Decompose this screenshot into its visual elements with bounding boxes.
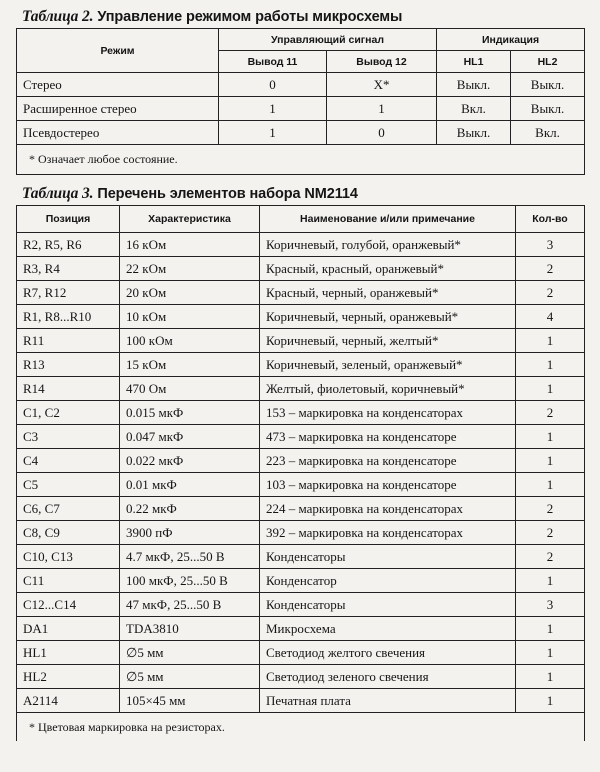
table2-cell-pin11: 0: [219, 73, 327, 97]
table3-cell-qty: 1: [516, 353, 585, 377]
table3-cell-qty: 1: [516, 617, 585, 641]
table3-cell-qty: 1: [516, 665, 585, 689]
table3-cell-position: A2114: [17, 689, 120, 713]
table3-cell-position: C11: [17, 569, 120, 593]
table3-header-row: [17, 206, 585, 233]
table2-cell-mode: Расширенное стерео: [17, 97, 219, 121]
table3-cell-name: 473 – маркировка на конденсаторе: [260, 425, 516, 449]
table3-cell-characteristic: 100 мкФ, 25...50 В: [120, 569, 260, 593]
table3-cell-qty: 2: [516, 281, 585, 305]
table3-cell-characteristic: 0.047 мкФ: [120, 425, 260, 449]
table2-header-hl2: HL2: [511, 51, 585, 73]
table2-cell-mode: Псевдостерео: [17, 121, 219, 145]
table3-cell-position: R3, R4: [17, 257, 120, 281]
table2-cell-mode: Стерео: [17, 73, 219, 97]
table2-header-control: Управляющий сигнал: [219, 29, 437, 51]
table3-cell-position: C5: [17, 473, 120, 497]
table3-cell-position: DA1: [17, 617, 120, 641]
table3-cell-name: Коричневый, зеленый, оранжевый*: [260, 353, 516, 377]
table2-row: [17, 121, 585, 145]
table3-cell-name: 223 – маркировка на конденсаторе: [260, 449, 516, 473]
table3-cell-name: Коричневый, голубой, оранжевый*: [260, 233, 516, 257]
table3-title: [22, 183, 584, 205]
table3-cell-qty: 2: [516, 521, 585, 545]
table3-cell-characteristic: 4.7 мкФ, 25...50 В: [120, 545, 260, 569]
table2-header-indication: Индикация: [437, 29, 585, 51]
table3-row: [17, 473, 585, 497]
table3-cell-position: HL1: [17, 641, 120, 665]
table3-cell-characteristic: ∅5 мм: [120, 641, 260, 665]
table3-cell-characteristic: 10 кОм: [120, 305, 260, 329]
table3-header-characteristic: Характеристика: [120, 206, 260, 233]
table3-cell-position: C10, C13: [17, 545, 120, 569]
table3-title-prefix: Таблица 3.: [22, 185, 94, 202]
table2-header-pin11: Вывод 11: [219, 51, 327, 73]
table2-footnote-row: [17, 145, 585, 175]
table3-row: [17, 449, 585, 473]
table3-cell-qty: 2: [516, 401, 585, 425]
table3-cell-name: Светодиод зеленого свечения: [260, 665, 516, 689]
table3-cell-characteristic: 0.01 мкФ: [120, 473, 260, 497]
table3-cell-qty: 1: [516, 425, 585, 449]
table2-cell-pin12: 1: [327, 97, 437, 121]
table2-cell-hl2: Выкл.: [511, 97, 585, 121]
table3-cell-characteristic: 22 кОм: [120, 257, 260, 281]
table2-title: [22, 6, 584, 28]
table3-row: [17, 281, 585, 305]
table3-row: [17, 521, 585, 545]
table3-header-qty: Кол-во: [516, 206, 585, 233]
table3-row: [17, 257, 585, 281]
table2-cell-pin11: 1: [219, 97, 327, 121]
table3-footnote: * Цветовая маркировка на резисторах.: [17, 713, 585, 742]
table3-row: [17, 305, 585, 329]
table3-row: [17, 377, 585, 401]
table2-row: [17, 73, 585, 97]
table2-mode-control: [16, 28, 585, 175]
table2-header-mode: Режим: [17, 29, 219, 73]
table3-cell-name: Светодиод желтого свечения: [260, 641, 516, 665]
table2-cell-hl2: Вкл.: [511, 121, 585, 145]
table2-cell-pin12: X*: [327, 73, 437, 97]
table3-cell-characteristic: 0.22 мкФ: [120, 497, 260, 521]
table3-cell-characteristic: 470 Ом: [120, 377, 260, 401]
table3-cell-name: 103 – маркировка на конденсаторе: [260, 473, 516, 497]
table3-row: [17, 425, 585, 449]
table3-cell-characteristic: 15 кОм: [120, 353, 260, 377]
table3-row: [17, 569, 585, 593]
table2-header-hl1: HL1: [437, 51, 511, 73]
table3-cell-name: Конденсатор: [260, 569, 516, 593]
table3-cell-qty: 3: [516, 593, 585, 617]
table3-cell-position: C4: [17, 449, 120, 473]
table3-row: [17, 329, 585, 353]
table3-cell-position: C3: [17, 425, 120, 449]
table3-cell-qty: 1: [516, 449, 585, 473]
table3-cell-name: 224 – маркировка на конденсаторах: [260, 497, 516, 521]
table3-cell-name: Конденсаторы: [260, 593, 516, 617]
table2-footnote: * Означает любое состояние.: [17, 145, 585, 175]
table3-row: [17, 233, 585, 257]
table3-cell-characteristic: 20 кОм: [120, 281, 260, 305]
table3-cell-qty: 2: [516, 497, 585, 521]
table3-cell-characteristic: 3900 пФ: [120, 521, 260, 545]
table3-cell-qty: 2: [516, 257, 585, 281]
table3-cell-position: C12...C14: [17, 593, 120, 617]
table3-cell-qty: 3: [516, 233, 585, 257]
table2-cell-hl1: Вкл.: [437, 97, 511, 121]
table3-cell-position: C1, C2: [17, 401, 120, 425]
table3-row: [17, 593, 585, 617]
table2-header-pin12: Вывод 12: [327, 51, 437, 73]
table2-title-prefix: Таблица 2.: [22, 8, 94, 25]
table3-cell-name: Конденсаторы: [260, 545, 516, 569]
table3-row: [17, 545, 585, 569]
table3-cell-position: R13: [17, 353, 120, 377]
table3-cell-position: R2, R5, R6: [17, 233, 120, 257]
table3-cell-name: Микросхема: [260, 617, 516, 641]
table3-cell-qty: 4: [516, 305, 585, 329]
table3-cell-position: C6, C7: [17, 497, 120, 521]
table3-header-name: Наименование и/или примечание: [260, 206, 516, 233]
table3-row: [17, 401, 585, 425]
table3-cell-characteristic: 47 мкФ, 25...50 В: [120, 593, 260, 617]
table3-cell-name: Коричневый, черный, оранжевый*: [260, 305, 516, 329]
table3-cell-qty: 1: [516, 689, 585, 713]
table3-header-position: Позиция: [17, 206, 120, 233]
table2-cell-hl2: Выкл.: [511, 73, 585, 97]
table3-cell-characteristic: 16 кОм: [120, 233, 260, 257]
table3-cell-characteristic: 0.022 мкФ: [120, 449, 260, 473]
table3-cell-name: 153 – маркировка на конденсаторах: [260, 401, 516, 425]
table3-cell-qty: 2: [516, 545, 585, 569]
table3-cell-name: Печатная плата: [260, 689, 516, 713]
table3-cell-name: Красный, черный, оранжевый*: [260, 281, 516, 305]
document-page: [16, 6, 584, 741]
table3-cell-characteristic: TDA3810: [120, 617, 260, 641]
table3-row: [17, 641, 585, 665]
table2-title-text: Управление режимом работы микросхемы: [97, 9, 403, 25]
table3-parts-list: [16, 205, 585, 741]
table2-row: [17, 97, 585, 121]
table3-cell-qty: 1: [516, 473, 585, 497]
table3-cell-position: R1, R8...R10: [17, 305, 120, 329]
table3-cell-characteristic: 100 кОм: [120, 329, 260, 353]
table3-cell-name: 392 – маркировка на конденсаторах: [260, 521, 516, 545]
table3-row: [17, 689, 585, 713]
table3-cell-qty: 1: [516, 641, 585, 665]
table2-cell-hl1: Выкл.: [437, 121, 511, 145]
table2-cell-hl1: Выкл.: [437, 73, 511, 97]
table3-cell-qty: 1: [516, 377, 585, 401]
table3-cell-name: Коричневый, черный, желтый*: [260, 329, 516, 353]
table3-row: [17, 497, 585, 521]
table3-cell-qty: 1: [516, 329, 585, 353]
table3-footnote-row: [17, 713, 585, 742]
table3-cell-position: HL2: [17, 665, 120, 689]
table3-cell-qty: 1: [516, 569, 585, 593]
table2-cell-pin11: 1: [219, 121, 327, 145]
table3-cell-position: R11: [17, 329, 120, 353]
table2-cell-pin12: 0: [327, 121, 437, 145]
table3-row: [17, 665, 585, 689]
table3-cell-characteristic: ∅5 мм: [120, 665, 260, 689]
table3-cell-characteristic: 0.015 мкФ: [120, 401, 260, 425]
table3-cell-name: Желтый, фиолетовый, коричневый*: [260, 377, 516, 401]
table2-header-row-1: [17, 29, 585, 51]
table3-row: [17, 353, 585, 377]
table3-cell-position: R7, R12: [17, 281, 120, 305]
table3-cell-name: Красный, красный, оранжевый*: [260, 257, 516, 281]
table3-cell-position: R14: [17, 377, 120, 401]
table3-cell-characteristic: 105×45 мм: [120, 689, 260, 713]
table3-row: [17, 617, 585, 641]
table3-title-text: Перечень элементов набора NM2114: [97, 186, 358, 202]
table3-cell-position: C8, C9: [17, 521, 120, 545]
